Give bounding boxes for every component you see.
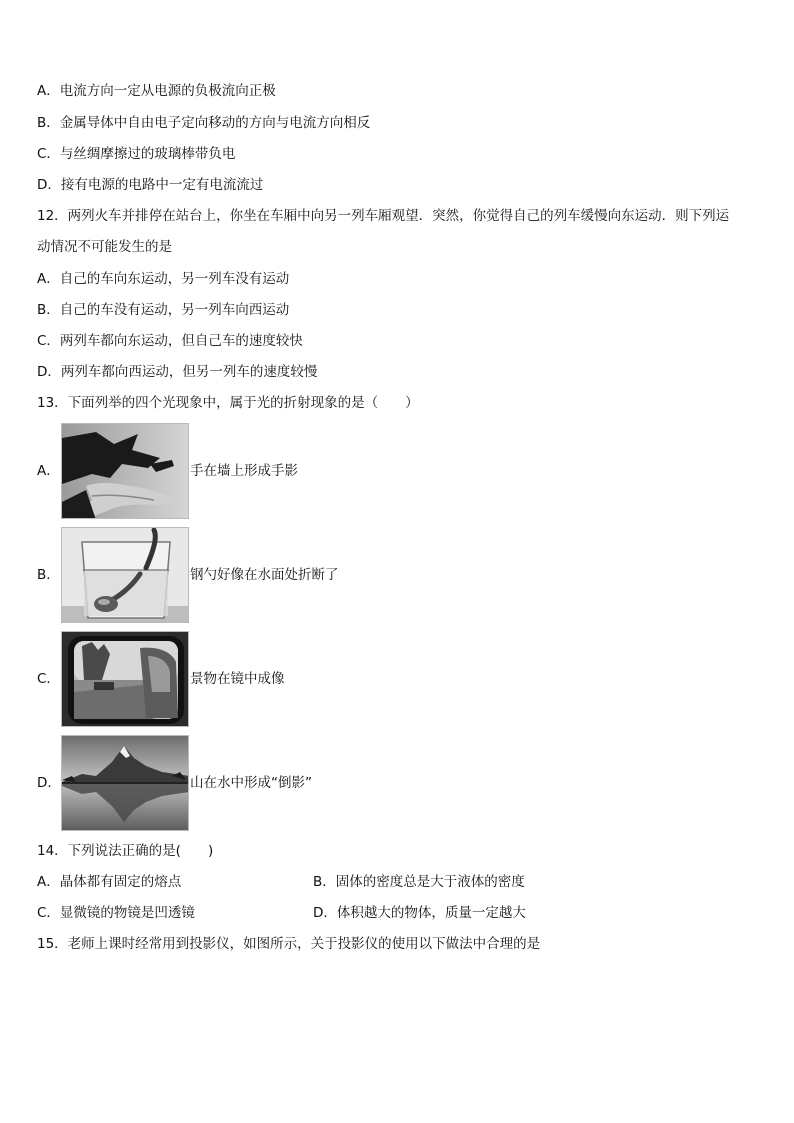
q12-option-a: A．自己的车向东运动，另一列车没有运动 [37,271,290,287]
q13-option-a-caption: 手在墙上形成手影 [190,463,298,479]
q13-option-d-letter: D． [37,775,61,791]
q12-stem-line1: 12．两列火车并排停在站台上，你坐在车厢中向另一列车厢观望．突然，你觉得自己的列车缓慢向东运动．则下列运 [37,208,730,224]
q13-option-d-caption: 山在水中形成“倒影” [190,775,312,791]
rearview-mirror-photo [61,631,189,727]
q11-option-c: C．与丝绸摩擦过的玻璃棒带负电 [37,146,236,162]
q12-option-c: C．两列车都向东运动，但自己车的速度较快 [37,333,303,349]
q13-option-c-caption: 景物在镜中成像 [190,671,285,687]
q11-option-d: D．接有电源的电路中一定有电流流过 [37,177,264,193]
q12-option-b: B．自己的车没有运动，另一列车向西运动 [37,302,290,318]
q14-stem: 14．下列说法正确的是( ) [37,843,214,859]
q14-option-c: C．显微镜的物镜是凹透镜 [37,905,195,921]
q12-stem-line2: 动情况不可能发生的是 [37,239,172,255]
spoon-in-glass-photo [61,527,189,623]
hand-shadow-photo [61,423,189,519]
q12-option-d: D．两列车都向西运动，但另一列车的速度较慢 [37,364,318,380]
q11-option-b: B．金属导体中自由电子定向移动的方向与电流方向相反 [37,115,371,131]
q13-option-a-letter: A． [37,463,60,479]
q13-option-b-letter: B． [37,567,60,583]
mountain-reflection-photo [61,735,189,831]
q14-option-d: D．体积越大的物体，质量一定越大 [313,905,526,921]
q13-stem: 13．下面列举的四个光现象中，属于光的折射现象的是（ ） [37,395,419,411]
q14-option-b: B．固体的密度总是大于液体的密度 [313,874,525,890]
q13-option-c-letter: C． [37,671,60,687]
q14-option-a: A．晶体都有固定的熔点 [37,874,182,890]
q11-option-a: A．电流方向一定从电源的负极流向正极 [37,83,276,99]
q13-option-b-caption: 钢勺好像在水面处折断了 [190,567,339,583]
q15-stem: 15．老师上课时经常用到投影仪，如图所示，关于投影仪的使用以下做法中合理的是 [37,936,541,952]
